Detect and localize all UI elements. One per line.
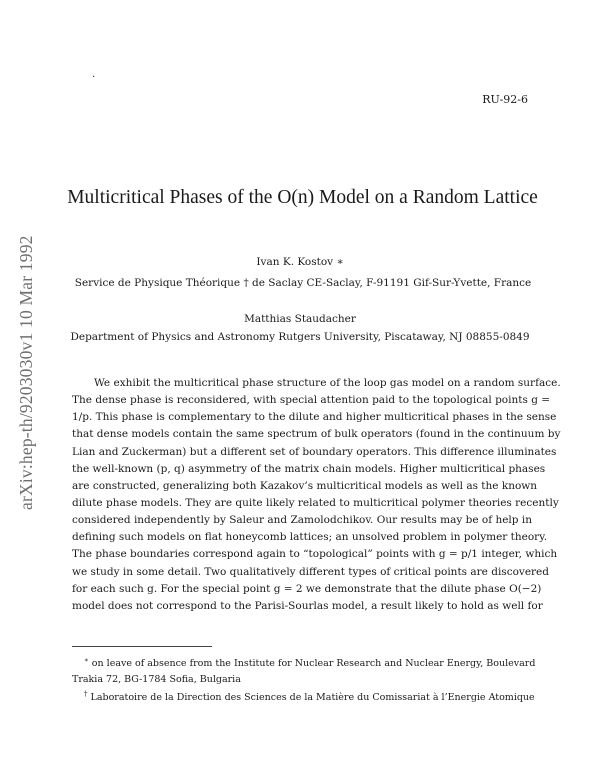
footnote-marker: ∗	[84, 656, 89, 664]
author-affiliation: Service de Physique Théorique † de Saclay CE-Saclay, F-91191 Gif-Sur-Yvette, France	[74, 277, 532, 289]
footnote-marker: †	[84, 690, 88, 698]
author-name: Ivan K. Kostov ∗	[256, 256, 344, 268]
paper-title: Multicritical Phases of the O(n) Model on a Random Lattice	[67, 187, 538, 208]
abstract-line: for each such g. For the special point g = 2 we demonstrate that the dilute phase O(−2)	[72, 582, 542, 595]
abstract	[72, 375, 561, 615]
abstract-line: model does not correspond to the Parisi-Sourlas model, a result likely to hold as well for	[72, 599, 543, 612]
report-number: RU-92-6	[482, 93, 528, 106]
page-dot: .	[92, 69, 96, 80]
footnote	[72, 686, 535, 706]
abstract-line: Lian and Zuckerman) but a different set of boundary operators. This difference illuminates	[72, 445, 557, 458]
abstract-line: The phase boundaries correspond again to “topological” points with g = p/1 integer, which	[72, 548, 558, 561]
abstract-line: the well-known (p, q) asymmetry of the matrix chain models. Higher multicritical phases	[72, 462, 546, 475]
footnote-line: † Laboratoire de la Direction des Sciences de la Matière du Comissariat à l’Energie Atomique	[84, 690, 535, 703]
footnote-line: Trakia 72, BG-1784 Sofia, Bulgaria	[72, 674, 241, 685]
abstract-line: are constructed, generalizing both Kazakov’s multicritical models as well as the known	[72, 479, 538, 492]
abstract-line: we study in some detail. Two qualitatively different types of critical points are discovered	[72, 565, 549, 578]
footnote-rule	[72, 646, 212, 647]
author-name: Matthias Staudacher	[244, 313, 356, 325]
abstract-line: 1/p. This phase is complementary to the dilute and higher multicritical phases in the sense	[72, 411, 557, 424]
abstract-line: considered independently by Saleur and Zamolodchikov. Our results may be of help in	[72, 514, 532, 527]
abstract-line: The dense phase is reconsidered, with special attention paid to the topological points g =	[72, 394, 551, 407]
footnote-line: ∗ on leave of absence from the Institute for Nuclear Research and Nuclear Energy, Boulevard	[84, 656, 536, 669]
abstract-line: We exhibit the multicritical phase structure of the loop gas model on a random surface.	[94, 377, 561, 389]
arxiv-stamp: arXiv:hep-th/9203030v1 10 Mar 1992	[16, 235, 36, 510]
author-affiliation: Department of Physics and Astronomy Rutgers University, Piscataway, NJ 08855-0849	[70, 331, 530, 343]
abstract-line: dilute phase models. They are quite likely related to multicritical polymer theories recently	[72, 496, 559, 509]
abstract-line: defining such models on flat honeycomb lattices; an unsolved problem in polymer theory.	[72, 531, 548, 544]
abstract-line: that dense models contain the same spectrum of bulk operators (found in the continuum by	[72, 428, 561, 441]
footnote	[72, 652, 536, 688]
